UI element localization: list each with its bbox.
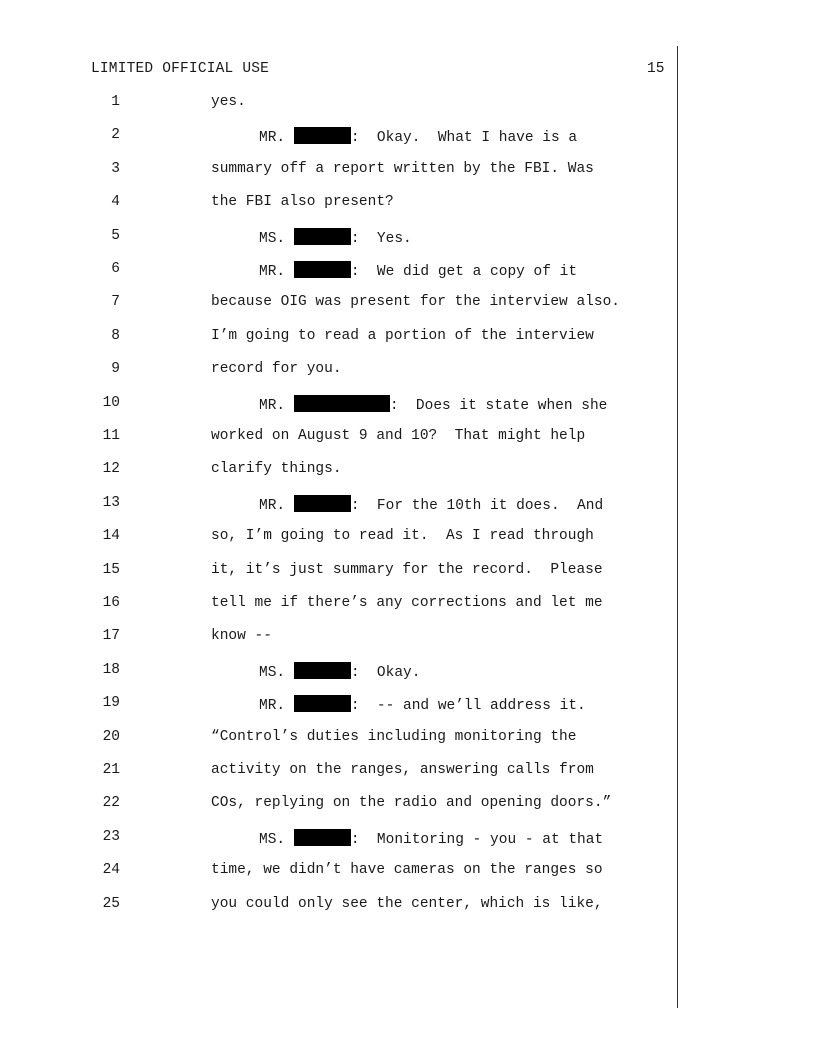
- text-segment: it, it’s just summary for the record. Please: [211, 561, 603, 578]
- right-margin-rule: [677, 46, 678, 1008]
- line-text: [211, 595, 603, 611]
- line-number: 11: [102, 428, 120, 444]
- line-text: [259, 127, 577, 146]
- line-text: [259, 495, 603, 514]
- line-number: 17: [102, 628, 120, 645]
- line-text: [211, 161, 594, 177]
- text-segment: because OIG was present for the interview also.: [211, 294, 620, 311]
- line-text: [211, 428, 585, 444]
- line-text: [211, 361, 342, 377]
- text-segment: : Okay.: [350, 664, 421, 681]
- text-segment: MR.: [259, 130, 294, 147]
- text-segment: : Does it state when she: [389, 397, 608, 414]
- text-segment: MR.: [259, 264, 294, 280]
- text-segment: : For the 10th it does. And: [350, 497, 604, 514]
- text-segment: time, we didn’t have cameras on the ranges so: [211, 862, 603, 879]
- text-segment: : We did get a copy of it: [350, 264, 578, 280]
- line-text: [211, 294, 620, 310]
- line-number: 25: [102, 895, 120, 912]
- redaction-box: [294, 261, 351, 278]
- line-text: [211, 94, 246, 110]
- line-number: 3: [111, 160, 120, 177]
- classification-header: LIMITED OFFICIAL USE: [91, 61, 270, 77]
- line-number: 7: [111, 294, 120, 311]
- line-number: 9: [111, 361, 120, 378]
- text-segment: summary off a report written by the FBI. Was: [211, 160, 594, 177]
- line-number: 1: [111, 94, 120, 110]
- line-number: 12: [102, 461, 120, 478]
- line-text: [259, 695, 586, 714]
- line-number: 5: [111, 227, 120, 244]
- line-text: [259, 228, 412, 247]
- line-number: 23: [102, 828, 120, 845]
- text-segment: know --: [211, 628, 272, 645]
- text-segment: MS.: [259, 230, 294, 247]
- text-segment: worked on August 9 and 10? That might help: [211, 428, 586, 444]
- line-text: [211, 628, 272, 644]
- line-text: [211, 729, 576, 745]
- line-text: [259, 395, 607, 414]
- redaction-box: [294, 127, 351, 144]
- line-number: 16: [102, 595, 120, 611]
- text-segment: clarify things.: [211, 461, 342, 478]
- text-segment: : Okay. What I have is a: [350, 130, 578, 147]
- page-number: 15: [647, 61, 665, 77]
- text-segment: “Control’s duties including monitoring the: [211, 728, 577, 745]
- text-segment: MR.: [259, 397, 294, 414]
- line-text: [211, 562, 603, 578]
- line-number: 22: [102, 795, 120, 812]
- text-segment: the FBI also present?: [211, 194, 394, 211]
- line-text: [211, 194, 394, 210]
- text-segment: record for you.: [211, 361, 342, 378]
- line-text: [259, 829, 603, 848]
- line-text: [259, 261, 577, 280]
- line-number: 21: [102, 762, 120, 778]
- redaction-box: [294, 829, 351, 846]
- line-number: 6: [111, 261, 120, 277]
- line-text: [211, 461, 342, 477]
- line-number: 20: [102, 728, 120, 745]
- redaction-box: [294, 228, 351, 245]
- line-number: 15: [102, 561, 120, 578]
- line-number: 24: [102, 862, 120, 879]
- line-text: [211, 328, 594, 344]
- text-segment: tell me if there’s any corrections and let me: [211, 595, 603, 611]
- line-number: 2: [111, 127, 120, 144]
- text-segment: so, I’m going to read it. As I read through: [211, 528, 594, 545]
- line-text: [211, 528, 594, 544]
- line-number: 8: [111, 327, 120, 344]
- line-number: 4: [111, 194, 120, 211]
- text-segment: MS.: [259, 831, 294, 848]
- redaction-box: [294, 695, 351, 712]
- text-segment: : -- and we’ll address it.: [350, 698, 586, 715]
- line-text: [211, 896, 603, 912]
- text-segment: activity on the ranges, answering calls from: [211, 762, 594, 778]
- line-text: [211, 795, 611, 811]
- line-number: 19: [102, 695, 120, 712]
- line-text: [211, 762, 594, 778]
- text-segment: you could only see the center, which is like,: [211, 895, 603, 912]
- text-segment: : Monitoring - you - at that: [350, 831, 604, 848]
- redaction-box: [294, 495, 351, 512]
- line-number: 13: [102, 494, 120, 511]
- line-number: 18: [102, 661, 120, 678]
- line-text: [259, 662, 420, 681]
- text-segment: yes.: [211, 94, 246, 110]
- text-segment: COs, replying on the radio and opening doors.”: [211, 795, 612, 812]
- line-number: 14: [102, 528, 120, 545]
- text-segment: : Yes.: [350, 230, 412, 247]
- redaction-box: [294, 395, 390, 412]
- redaction-box: [294, 662, 351, 679]
- text-segment: MR.: [259, 497, 294, 514]
- line-text: [211, 862, 603, 878]
- text-segment: MS.: [259, 664, 294, 681]
- text-segment: I’m going to read a portion of the interview: [211, 327, 594, 344]
- text-segment: MR.: [259, 698, 294, 715]
- line-number: 10: [102, 394, 120, 411]
